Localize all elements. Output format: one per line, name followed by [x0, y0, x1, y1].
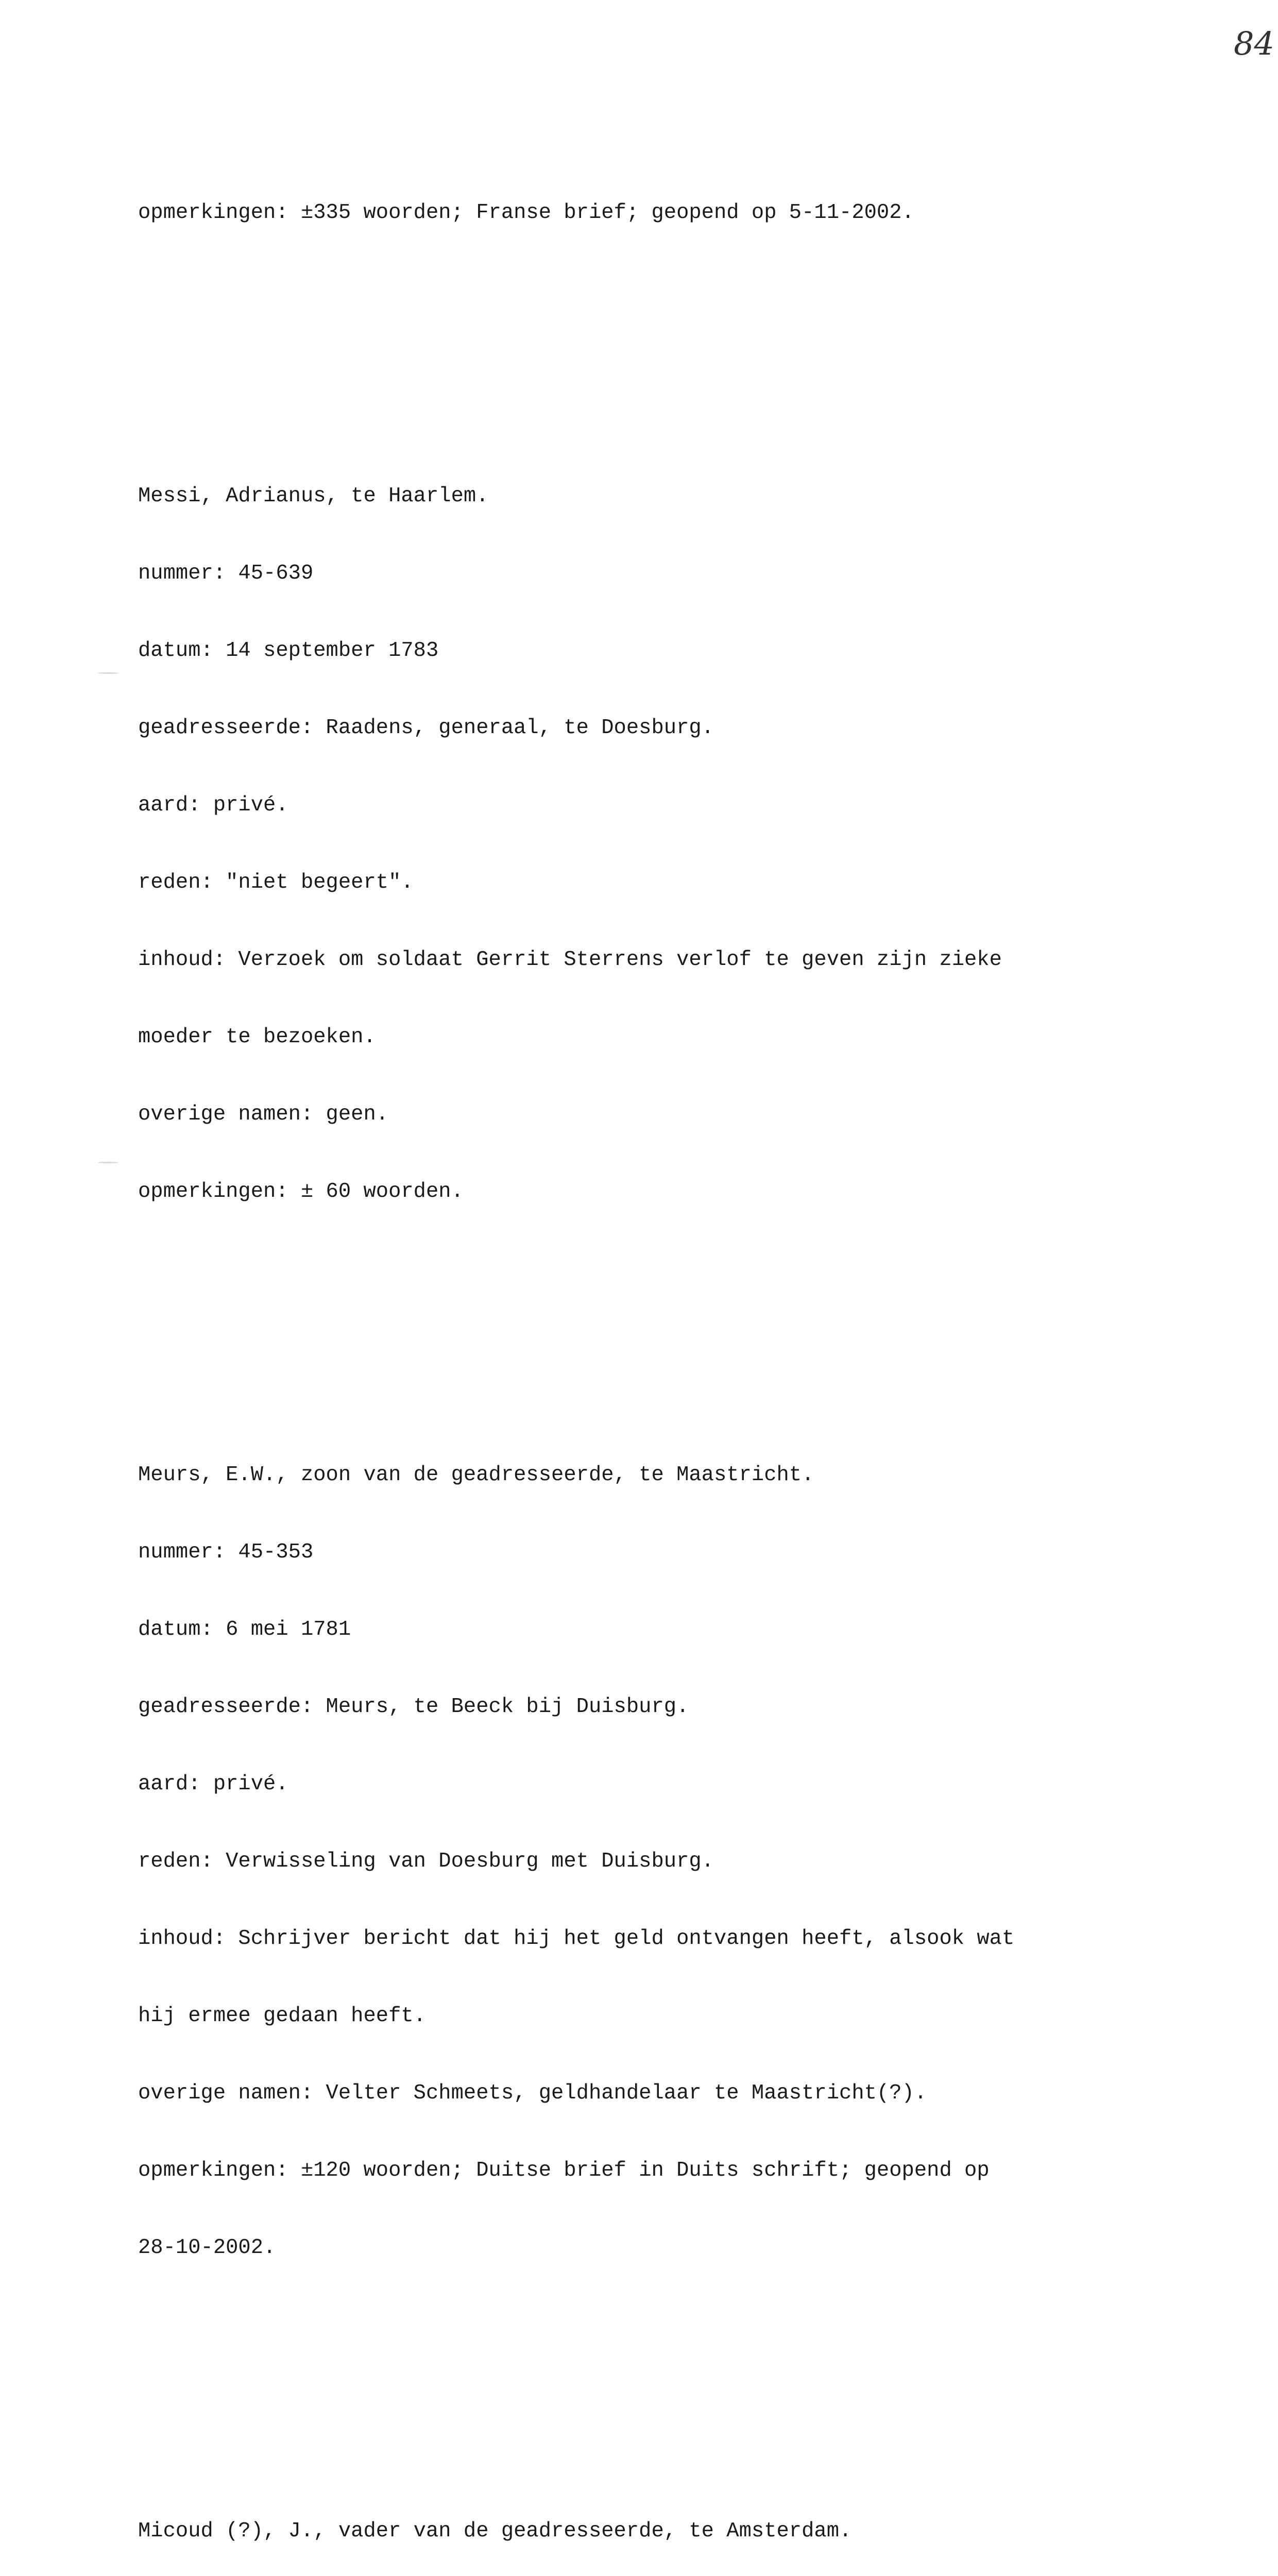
scan-speck: [98, 1162, 118, 1163]
entry-line: datum: 14 september 1783: [138, 639, 439, 663]
entry-line: aard: privé.: [138, 1772, 288, 1796]
entry-line: datum: 6 mei 1781: [138, 1618, 351, 1641]
entry-continuation: [138, 148, 1168, 277]
entry-meurs: [138, 1411, 1168, 2312]
entry-separator: [138, 1308, 1168, 1333]
entry-messi: [138, 432, 1168, 1256]
entry-heading: Meurs, E.W., zoon van de geadresseerde, te Maastricht.: [138, 1463, 814, 1487]
entry-line: inhoud: Schrijver bericht dat hij het geld ontvangen heeft, alsook wat: [138, 1927, 1015, 1951]
entry-line: opmerkingen: ± 60 woorden.: [138, 1180, 464, 1204]
scan-speck: [98, 672, 118, 674]
entry-line: 28-10-2002.: [138, 2236, 276, 2260]
entry-line: reden: Verwisseling van Doesburg met Duisburg.: [138, 1850, 714, 1873]
entry-line: geadresseerde: Meurs, te Beeck bij Duisburg.: [138, 1695, 689, 1719]
entry-line: reden: "niet begeert".: [138, 871, 414, 894]
document-body: [138, 71, 1168, 2576]
entry-line: overige namen: Velter Schmeets, geldhandelaar te Maastricht(?).: [138, 2081, 927, 2105]
entry-line: inhoud: Verzoek om soldaat Gerrit Sterrens verlof te geven zijn zieke: [138, 948, 1002, 972]
entry-separator: [138, 329, 1168, 354]
entry-line: overige namen: geen.: [138, 1103, 389, 1126]
entry-line: geadresseerde: Raadens, generaal, te Doesburg.: [138, 716, 714, 740]
entry-line: opmerkingen: ±120 woorden; Duitse brief in Duits schrift; geopend op: [138, 2159, 990, 2182]
entry-line: nummer: 45-353: [138, 1540, 314, 1564]
entry-line: moeder te bezoeken.: [138, 1025, 376, 1049]
entry-heading: Micoud (?), J., vader van de geadresseerde, te Amsterdam.: [138, 2519, 852, 2543]
entry-line: hij ermee gedaan heeft.: [138, 2004, 426, 2028]
entry-line: nummer: 45-639: [138, 562, 314, 585]
entry-heading: Messi, Adrianus, te Haarlem.: [138, 484, 489, 508]
entry-separator: [138, 2364, 1168, 2389]
entry-line: aard: privé.: [138, 793, 288, 817]
page-number: 84: [1234, 25, 1274, 62]
entry-line: opmerkingen: ±335 woorden; Franse brief; geopend op 5-11-2002.: [138, 201, 914, 225]
entry-micoud: [138, 2467, 1168, 2576]
